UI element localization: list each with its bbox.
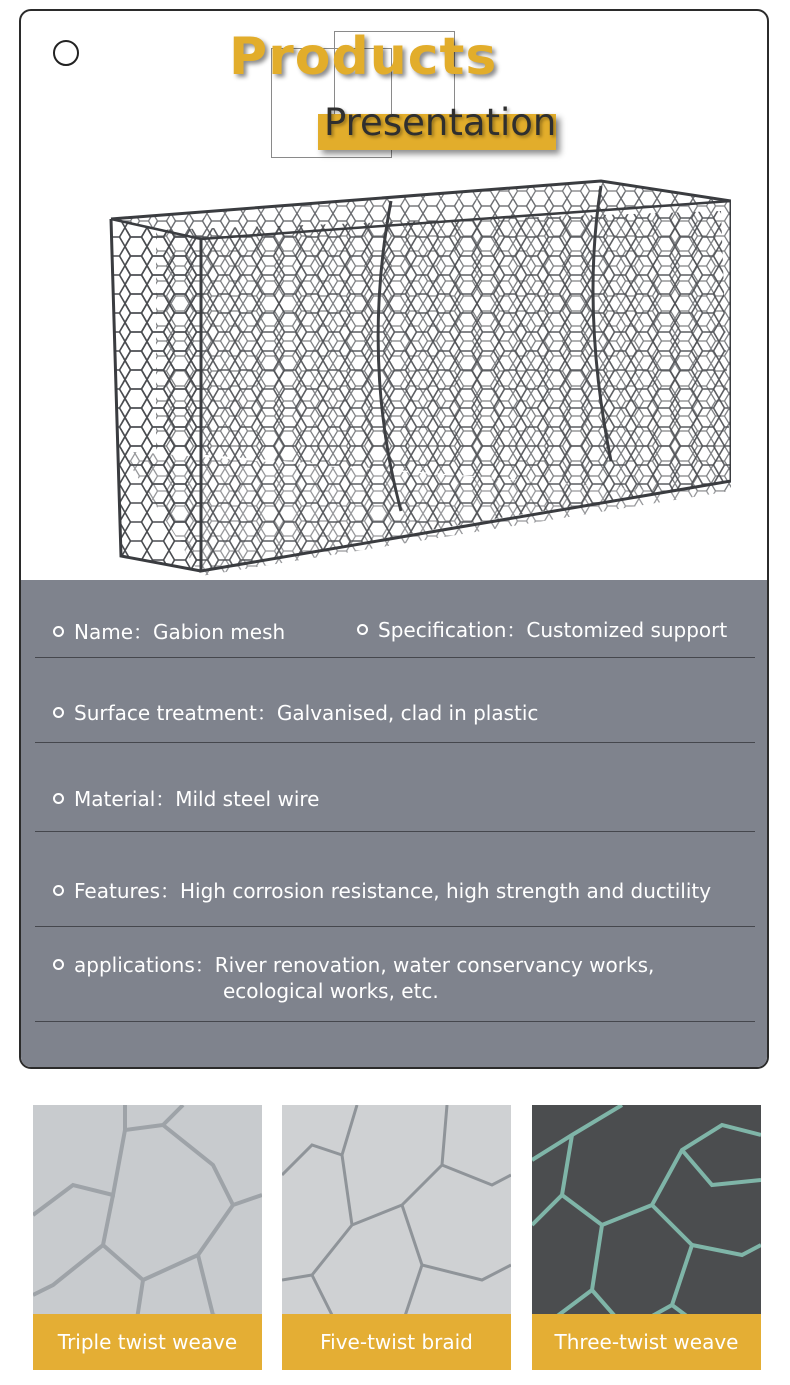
product-card: [19, 9, 769, 1069]
spec-specification: Specification：Customized support: [357, 614, 727, 643]
spec-name: Name：Gabion mesh: [53, 616, 285, 645]
spec-applications-cont: ecological works, etc.: [223, 979, 439, 1003]
weave-label: Triple twist weave: [33, 1314, 262, 1370]
page-subtitle: Presentation: [324, 101, 557, 144]
divider: [35, 831, 755, 832]
spec-surface: Surface treatment：Galvanised, clad in plastic: [53, 697, 538, 726]
divider: [35, 926, 755, 927]
spec-panel: [21, 580, 769, 1069]
circle-bullet-icon: [53, 626, 64, 637]
weave-thumbnail-three: [532, 1105, 761, 1370]
spec-material: Material：Mild steel wire: [53, 783, 319, 812]
page-title: Products: [229, 27, 498, 87]
weave-label: Three-twist weave: [532, 1314, 761, 1370]
divider: [35, 742, 755, 743]
weave-thumbnail-triple: [33, 1105, 262, 1370]
spec-applications: applications：River renovation, water conservancy works,: [53, 949, 654, 978]
spec-features: Features：High corrosion resistance, high strength and ductility: [53, 875, 711, 904]
circle-bullet-icon: [53, 885, 64, 896]
weave-thumbnail-five: [282, 1105, 511, 1370]
circle-bullet-icon: [357, 624, 368, 635]
circle-bullet-icon: [53, 959, 64, 970]
circle-bullet-icon: [53, 793, 64, 804]
divider: [35, 657, 755, 658]
hang-hole-icon: [53, 40, 79, 66]
circle-bullet-icon: [53, 707, 64, 718]
gabion-basket-image: [81, 161, 731, 581]
weave-label: Five-twist braid: [282, 1314, 511, 1370]
divider: [35, 1021, 755, 1022]
